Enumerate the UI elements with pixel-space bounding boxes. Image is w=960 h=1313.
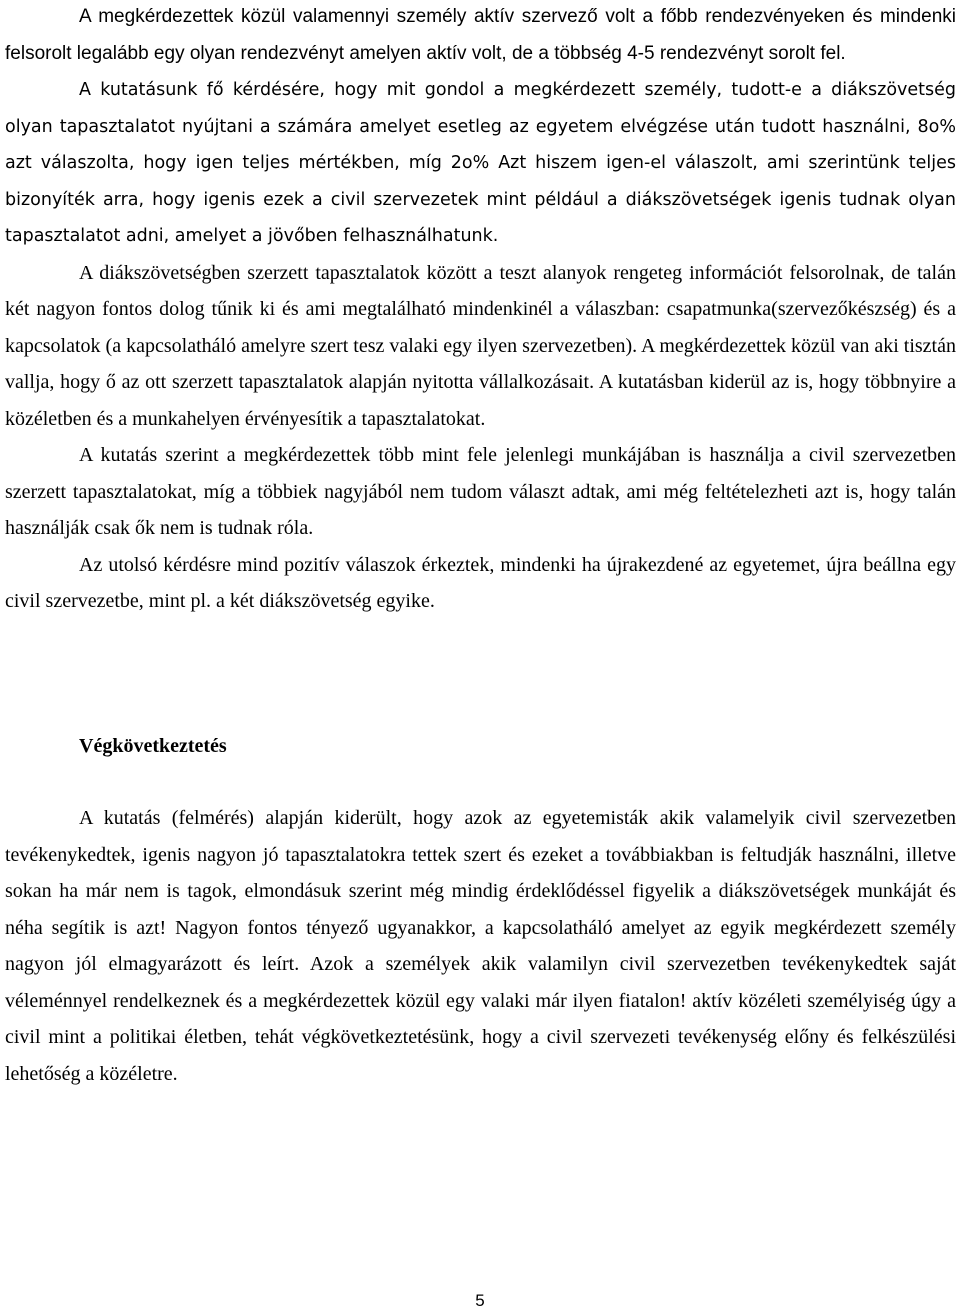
- paragraph-2: A kutatásunk fő kérdésére, hogy mit gondol a megkérdezett személy, tudott-e a diákszövetség olyan tapasztalatot nyújtani a számára amelyet esetleg az egyetem elvégzése után tudott használni, 8o% azt válaszolta, hogy igen teljes mértékben, míg 2o% Azt hiszem igen-el válaszolt, ami szerintünk teljes bizonyíték arra, hogy igenis ezek a civil szervezetek mint például a diákszövetségek igenis tudnak olyan tapasztalatot adni, amelyet a jövőben felhasználhatunk.: [5, 80, 956, 246]
- conclusion-paragraph: A kutatás (felmérés) alapján kiderült, hogy azok az egyetemisták akik valamelyik civil szervezetben tevékenykedtek, igenis nagyon jó tapasztalatokra tettek szert és ezeket a továbbiakban is feltudják használni, illetve sokan ha már nem is tagok, elmondásuk szerint még mindig érdeklődéssel figyelik a diákszövetségek munkáját és néha segítik is azt! Nagyon fontos tényező ugyanakkor, a kapcsolatháló amelyet az egyik megkérdezett személy nagyon jól elmagyarázott és leírt. Azok a személyek akik valamilyn civil szervezetben tevékenykedtek saját véleménnyel rendelkeznek és a megkérdezettek közül egy valaki már ilyen fiatalon! aktív közéleti személyiség úgy a civil mint a politikai életben, tehát végkövetkeztetésünk, hogy a civil szervezeti tevékenység előny és felkészülési lehetőség a közéletre.: [5, 807, 956, 1085]
- document-body: [5, 0, 956, 620]
- paragraph-1: A megkérdezettek közül valamennyi személy aktív szervező volt a főbb rendezvényeken és mindenki felsorolt legalább egy olyan rendezvényt amelyen aktív volt, de a többség 4-5 rendezvényt sorolt fel.: [5, 6, 956, 64]
- paragraph-5: Az utolsó kérdésre mind pozitív válaszok érkeztek, mindenki ha újrakezdené az egyetemet, újra beállna egy civil szervezetbe, mint pl. a két diákszövetség egyike.: [5, 553, 956, 612]
- section-heading: Végkövetkeztetés: [79, 735, 227, 757]
- page-number: 5: [475, 1291, 485, 1310]
- paragraph-4: A kutatás szerint a megkérdezettek több mint fele jelenlegi munkájában is használja a civil szervezetben szerzett tapasztalatokat, míg a többiek nagyjából nem tudom választ adtak, ami még feltételezheti azt is, hogy talán használják csak ők nem is tudnak róla.: [5, 444, 956, 539]
- paragraph-3: A diákszövetségben szerzett tapasztalatok között a teszt alanyok rengeteg információt felsorolnak, de talán két nagyon fontos dolog tűnik ki és ami megtalálható mindenkinél a válaszban: csapatmunka(szervezőkészség) és a kapcsolatok (a kapcsolatháló amelyre szert tesz valaki egy ilyen szervezetben). A megkérdezettek közül van aki tisztán vallja, hogy ő az ott szerzett tapasztalatok alapján nyitotta vállalkozásait. A kutatásban kiderül az is, hogy többnyire a közéletben és a munkahelyen érvényesítik a tapasztalatokat.: [5, 261, 956, 430]
- conclusion-section: [5, 800, 956, 1092]
